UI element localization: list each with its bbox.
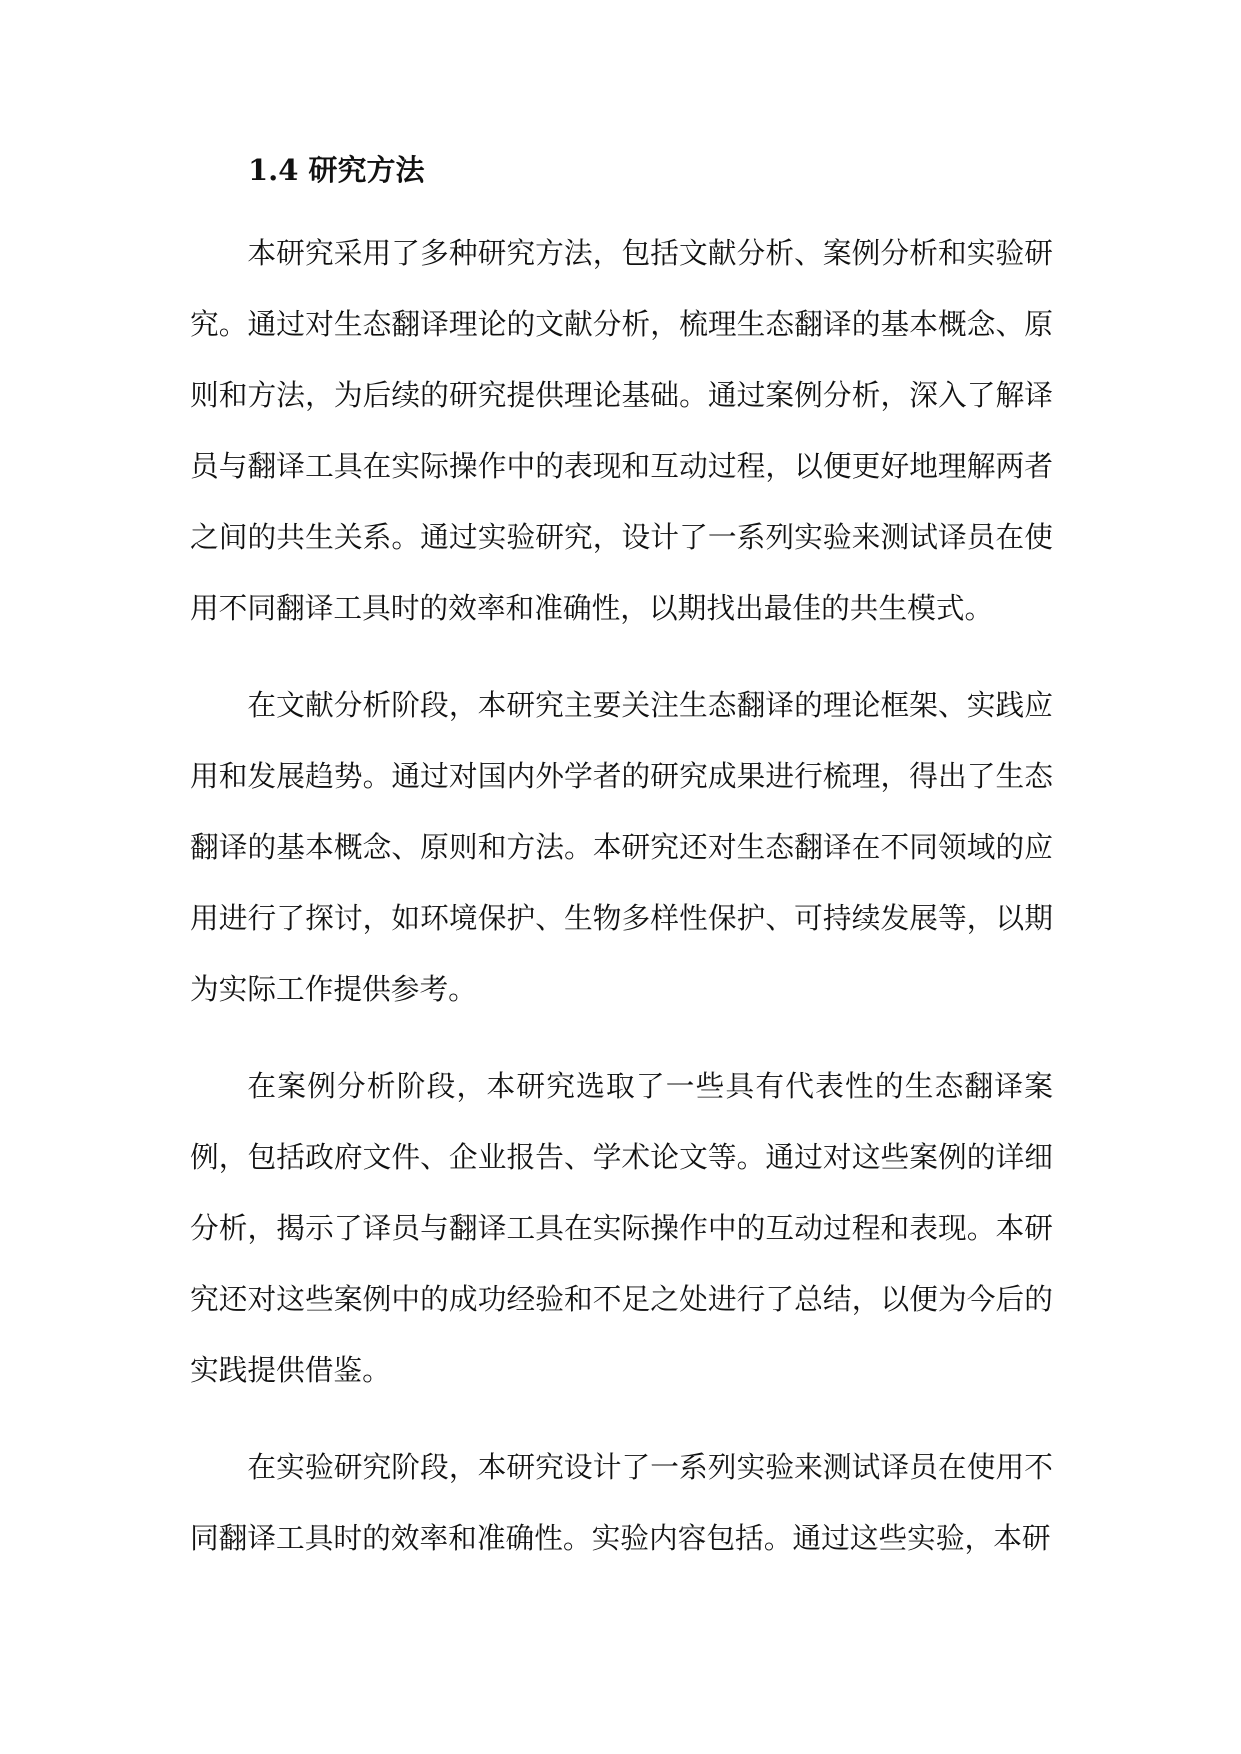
paragraph-research-methods-overview: 本研究采用了多种研究方法，包括文献分析、案例分析和实验研究。通过对生态翻译理论的文献分析，梳理生态翻译的基本概念、原则和方法，为后续的研究提供理论基础。通过案例分析，深入了解译员与翻译工具在实际操作中的表现和互动过程，以便更好地理解两者之间的共生关系。通过实验研究，设计了一系列实验来测试译员在使用不同翻译工具时的效率和准确性，以期找出最佳的共生模式。 <box>190 236 1053 625</box>
paragraph-case-analysis: 在案例分析阶段，本研究选取了一些具有代表性的生态翻译案例，包括政府文件、企业报告、学术论文等。通过对这些案例的详细分析，揭示了译员与翻译工具在实际操作中的互动过程和表现。本研究还对这些案例中的成功经验和不足之处进行了总结，以便为今后的实践提供借鉴。 <box>190 1069 1053 1387</box>
page-content <box>190 148 1053 1574</box>
paragraph-literature-analysis: 在文献分析阶段，本研究主要关注生态翻译的理论框架、实践应用和发展趋势。通过对国内外学者的研究成果进行梳理，得出了生态翻译的基本概念、原则和方法。本研究还对生态翻译在不同领域的应用进行了探讨，如环境保护、生物多样性保护、可持续发展等，以期为实际工作提供参考。 <box>190 688 1053 1006</box>
section-heading: 1.4 研究方法 <box>248 153 425 187</box>
paragraph-experimental-research: 在实验研究阶段，本研究设计了一系列实验来测试译员在使用不同翻译工具时的效率和准确性。实验内容包括。通过这些实验，本研 <box>190 1450 1053 1555</box>
